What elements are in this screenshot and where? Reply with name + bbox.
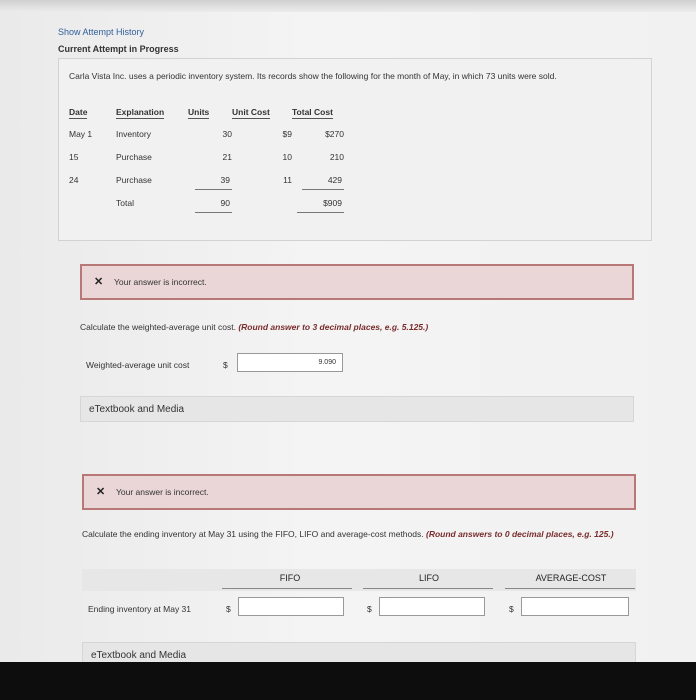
part2-feedback-banner xyxy=(82,474,636,510)
header-date: Date xyxy=(69,107,88,117)
cell-explanation: Purchase xyxy=(116,175,152,185)
cell-units: 39 xyxy=(188,175,232,198)
header-unit-cost: Unit Cost xyxy=(232,107,270,117)
column-divider xyxy=(222,588,352,589)
column-divider xyxy=(363,588,493,589)
part1-rounding-note: (Round answer to 3 decimal places, e.g. 5.125.) xyxy=(238,322,429,332)
average-cost-input[interactable] xyxy=(521,597,629,616)
currency-symbol: $ xyxy=(223,360,228,370)
weighted-average-input[interactable]: 9.090 xyxy=(237,353,343,372)
table-row xyxy=(69,152,344,175)
cell-date: 24 xyxy=(69,175,79,185)
top-edge xyxy=(0,0,696,12)
currency-symbol: $ xyxy=(367,604,372,614)
cell-explanation: Inventory xyxy=(116,129,151,139)
part1-feedback-text: Your answer is incorrect. xyxy=(114,277,207,287)
part1-instruction: Calculate the weighted-average unit cost. (Round answer to 3 decimal places, e.g. 5.125.) xyxy=(80,322,429,332)
cell-date: 15 xyxy=(69,152,79,162)
table-total-row xyxy=(69,198,344,221)
show-attempt-history-link[interactable]: Show Attempt History xyxy=(58,27,145,37)
fifo-input[interactable] xyxy=(238,597,344,616)
part2-etextbook-link[interactable]: eTextbook and Media xyxy=(82,642,636,662)
problem-intro: Carla Vista Inc. uses a periodic inventory system. Its records show the following for the month of May, in which 73 units were sold. xyxy=(69,71,557,81)
inventory-table xyxy=(69,107,344,221)
column-fifo: FIFO xyxy=(279,573,301,583)
column-lifo: LIFO xyxy=(418,573,439,583)
part2-rounding-note: (Round answers to 0 decimal places, e.g. 125.) xyxy=(425,529,614,539)
table-row xyxy=(69,175,344,198)
current-attempt-heading: Current Attempt in Progress xyxy=(58,44,179,54)
ending-inventory-label: Ending inventory at May 31 xyxy=(88,604,192,614)
bottom-bar xyxy=(0,662,696,700)
table-header-row xyxy=(69,107,344,129)
cell-units: 30 xyxy=(222,129,232,139)
cell-units: 21 xyxy=(222,152,232,162)
total-units: 90 xyxy=(188,198,232,221)
column-average-cost: AVERAGE-COST xyxy=(535,573,607,583)
column-divider xyxy=(505,588,635,589)
part1-etextbook-link[interactable]: eTextbook and Media xyxy=(80,396,634,422)
header-units: Units xyxy=(188,107,210,117)
currency-symbol: $ xyxy=(226,604,231,614)
cell-unit-cost: $9 xyxy=(282,129,292,139)
cell-unit-cost: 11 xyxy=(283,175,292,185)
table-row xyxy=(69,129,344,152)
currency-symbol: $ xyxy=(509,604,514,614)
cell-total-cost: 210 xyxy=(329,152,344,162)
lifo-input[interactable] xyxy=(379,597,485,616)
cell-unit-cost: 10 xyxy=(282,152,292,162)
x-mark-icon: ✕ xyxy=(94,276,104,288)
problem-panel xyxy=(58,58,652,241)
weighted-average-label: Weighted-average unit cost xyxy=(86,360,190,370)
part2-feedback-text: Your answer is incorrect. xyxy=(116,487,209,497)
header-total-cost: Total Cost xyxy=(292,107,333,117)
part2-instruction: Calculate the ending inventory at May 31 using the FIFO, LIFO and average-cost methods. (Round answers to 0 decimal places, e.g. 125.) xyxy=(82,529,614,539)
cell-total-cost: 429 xyxy=(292,175,344,198)
cell-date: May 1 xyxy=(69,129,93,139)
part1-feedback-banner xyxy=(80,264,634,300)
cell-explanation: Purchase xyxy=(116,152,152,162)
x-mark-icon: ✕ xyxy=(96,486,106,498)
cell-total-cost: $270 xyxy=(325,129,344,139)
header-explanation: Explanation xyxy=(116,107,165,117)
total-cost: $909 xyxy=(292,198,344,221)
total-label: Total xyxy=(116,198,134,208)
